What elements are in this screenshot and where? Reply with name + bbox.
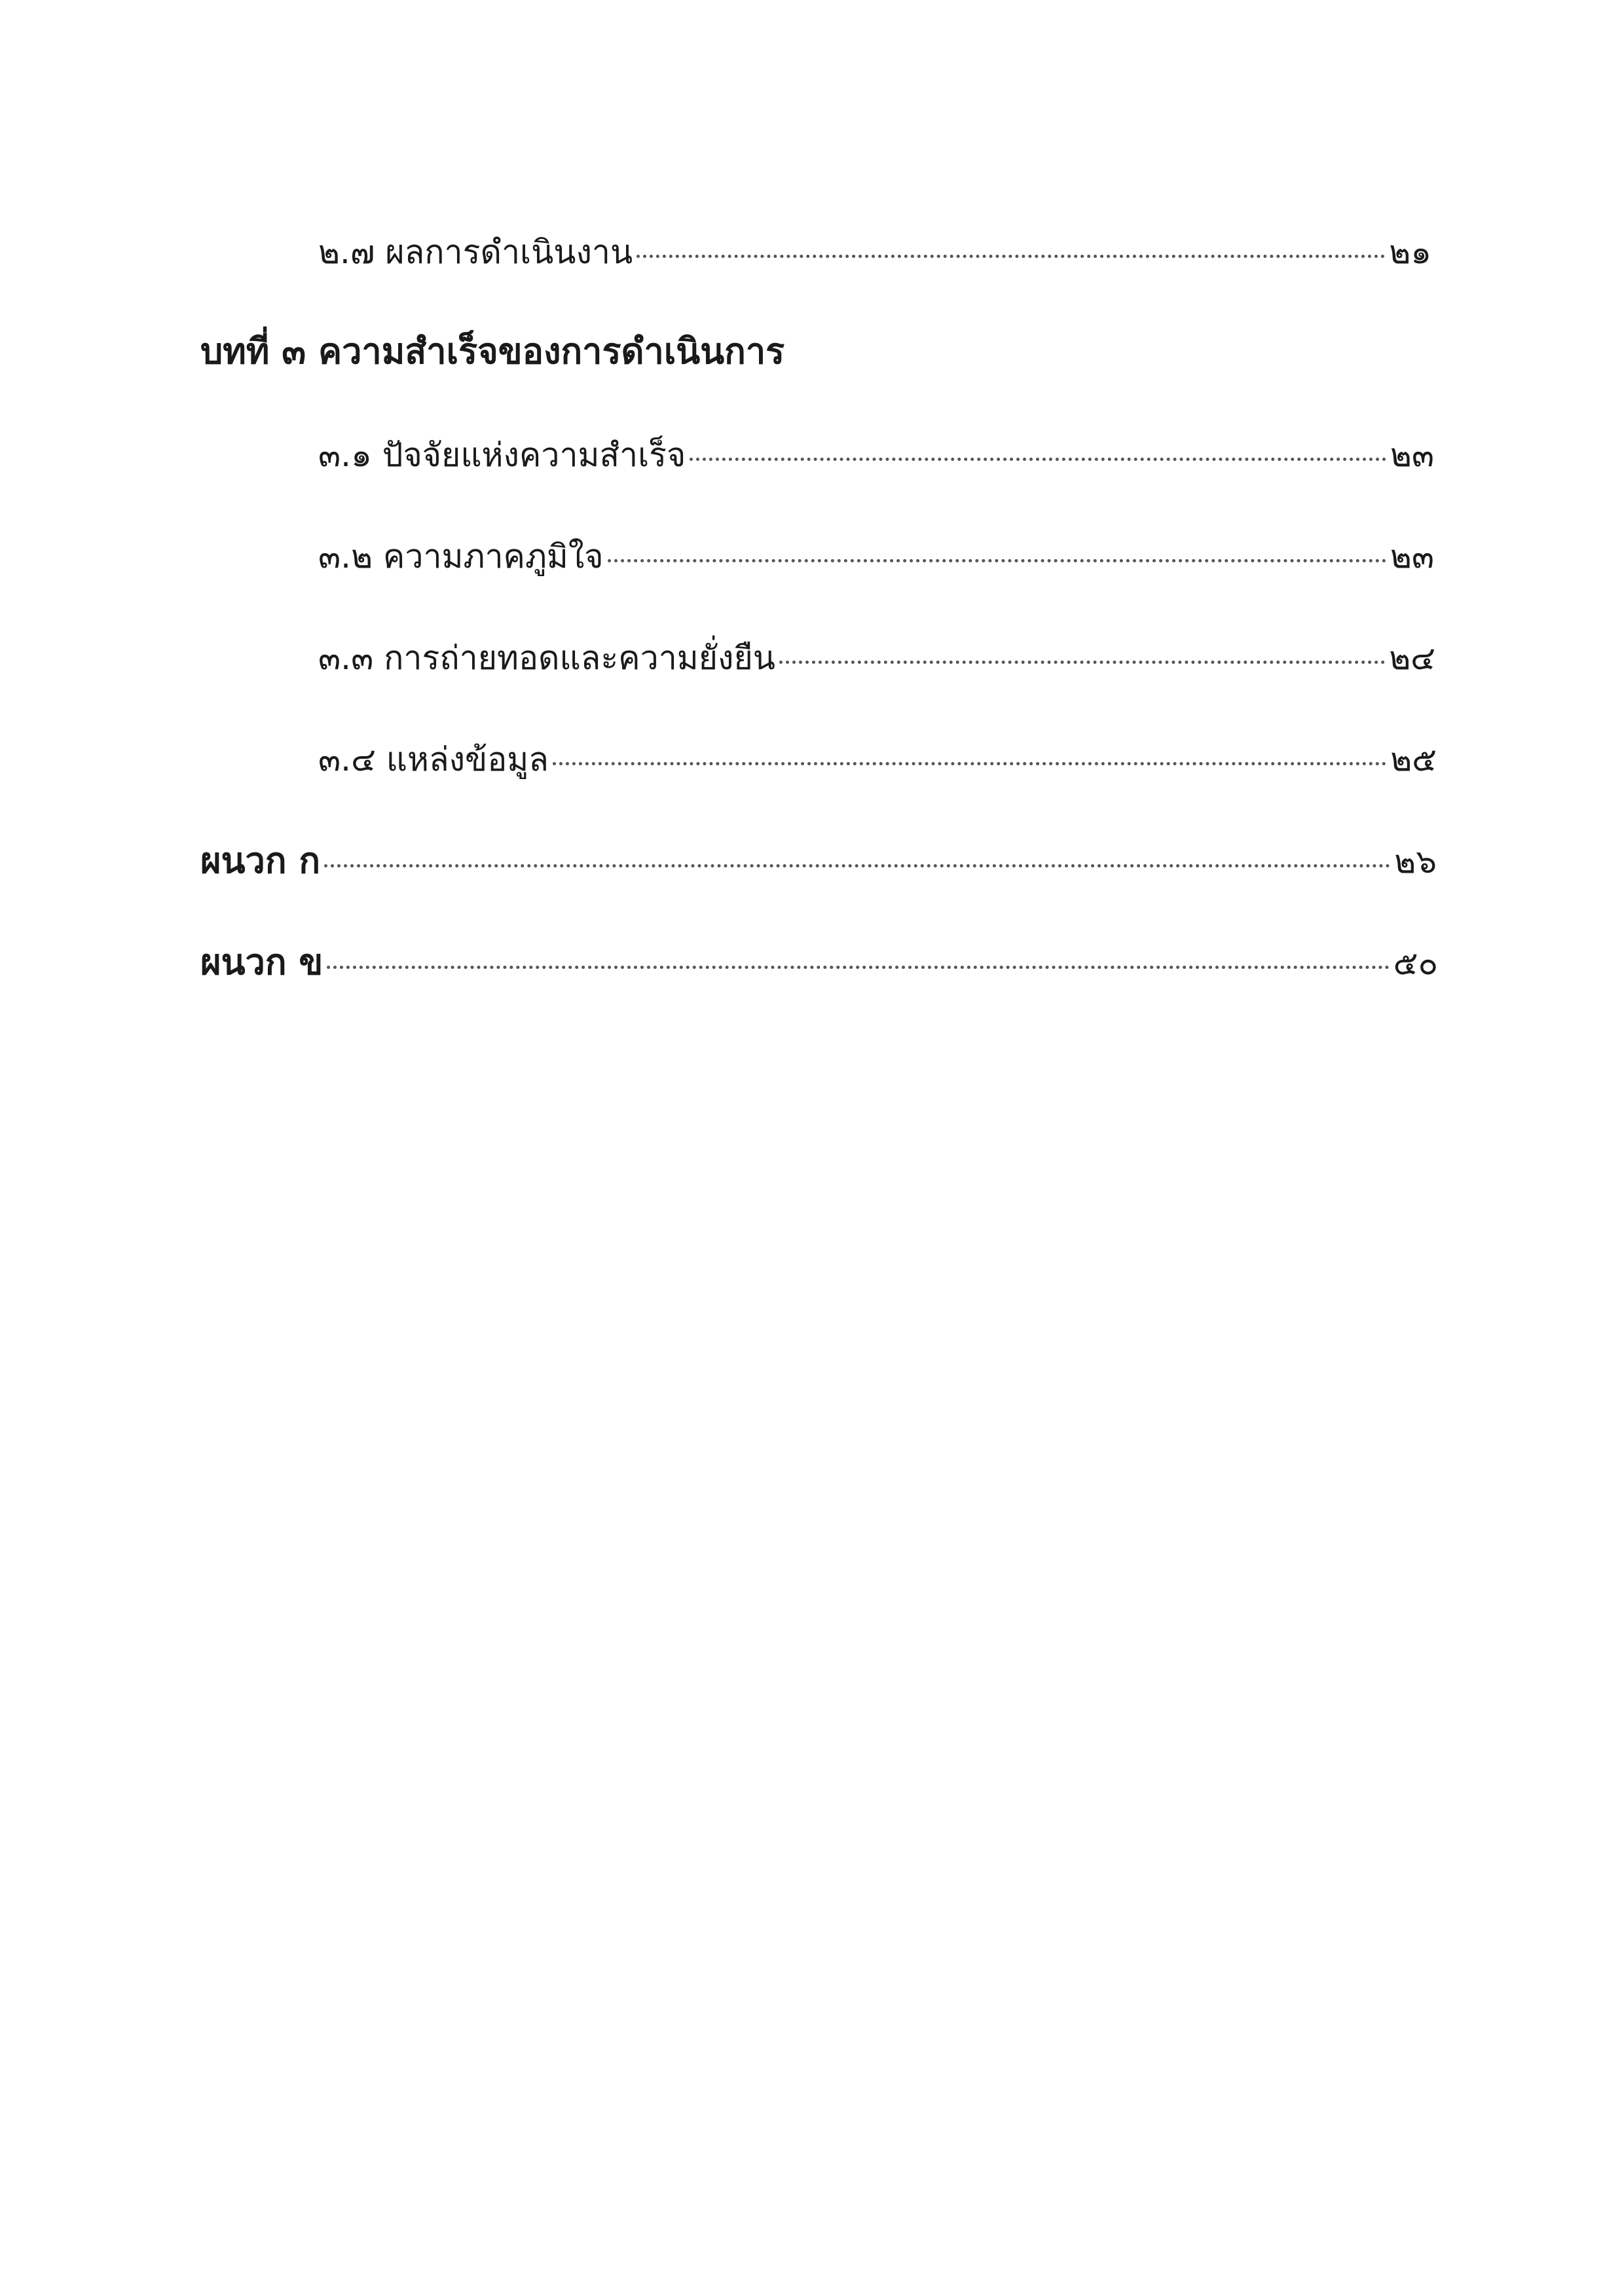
toc-entry-page-number: ๕๐ [1393,944,1438,982]
chapter-3-heading: บทที่ ๓ ความสำเร็จของการดำเนินการ [200,331,785,372]
toc-entry-page-number: ๒๓ [1390,436,1434,474]
toc-entry-3-4 [318,730,1437,789]
toc-entry-3-3 [318,629,1435,687]
toc-entry-3-1 [318,426,1434,484]
dot-leader [553,762,1386,765]
dot-leader [324,864,1390,867]
dot-leader [690,458,1386,461]
toc-entry-page-number: ๒๓ [1390,538,1434,575]
toc-entry-page-number: ๒๑ [1389,233,1431,271]
dot-leader [779,661,1385,664]
toc-entry-label: ผนวก ก [200,840,321,881]
toc-entry-label: ๓.๓ การถ่ายทอดและความยั่งยืน [318,639,775,677]
dot-leader [637,255,1385,258]
toc-entry-label: ผนวก ข [200,941,323,983]
toc-entry-3-2 [318,527,1434,586]
toc-entry-label: ๓.๔ แหล่งข้อมูล [318,740,549,778]
toc-entry-label: ๒.๗ ผลการดำเนินงาน [318,233,633,271]
toc-entry-label: ๓.๒ ความภาคภูมิใจ [318,538,604,575]
toc-entry-page-number: ๒๕ [1390,740,1437,778]
toc-entry-appendix-a [200,831,1437,890]
dot-leader [608,559,1386,562]
toc-entry-page-number: ๒๔ [1389,639,1435,677]
toc-entry-appendix-b [200,933,1438,992]
toc-entry-2-7 [318,223,1431,282]
toc-entry-label: ๓.๑ ปัจจัยแห่งความสำเร็จ [318,436,686,474]
dot-leader [327,966,1389,969]
toc-entry-page-number: ๒๖ [1394,843,1437,881]
